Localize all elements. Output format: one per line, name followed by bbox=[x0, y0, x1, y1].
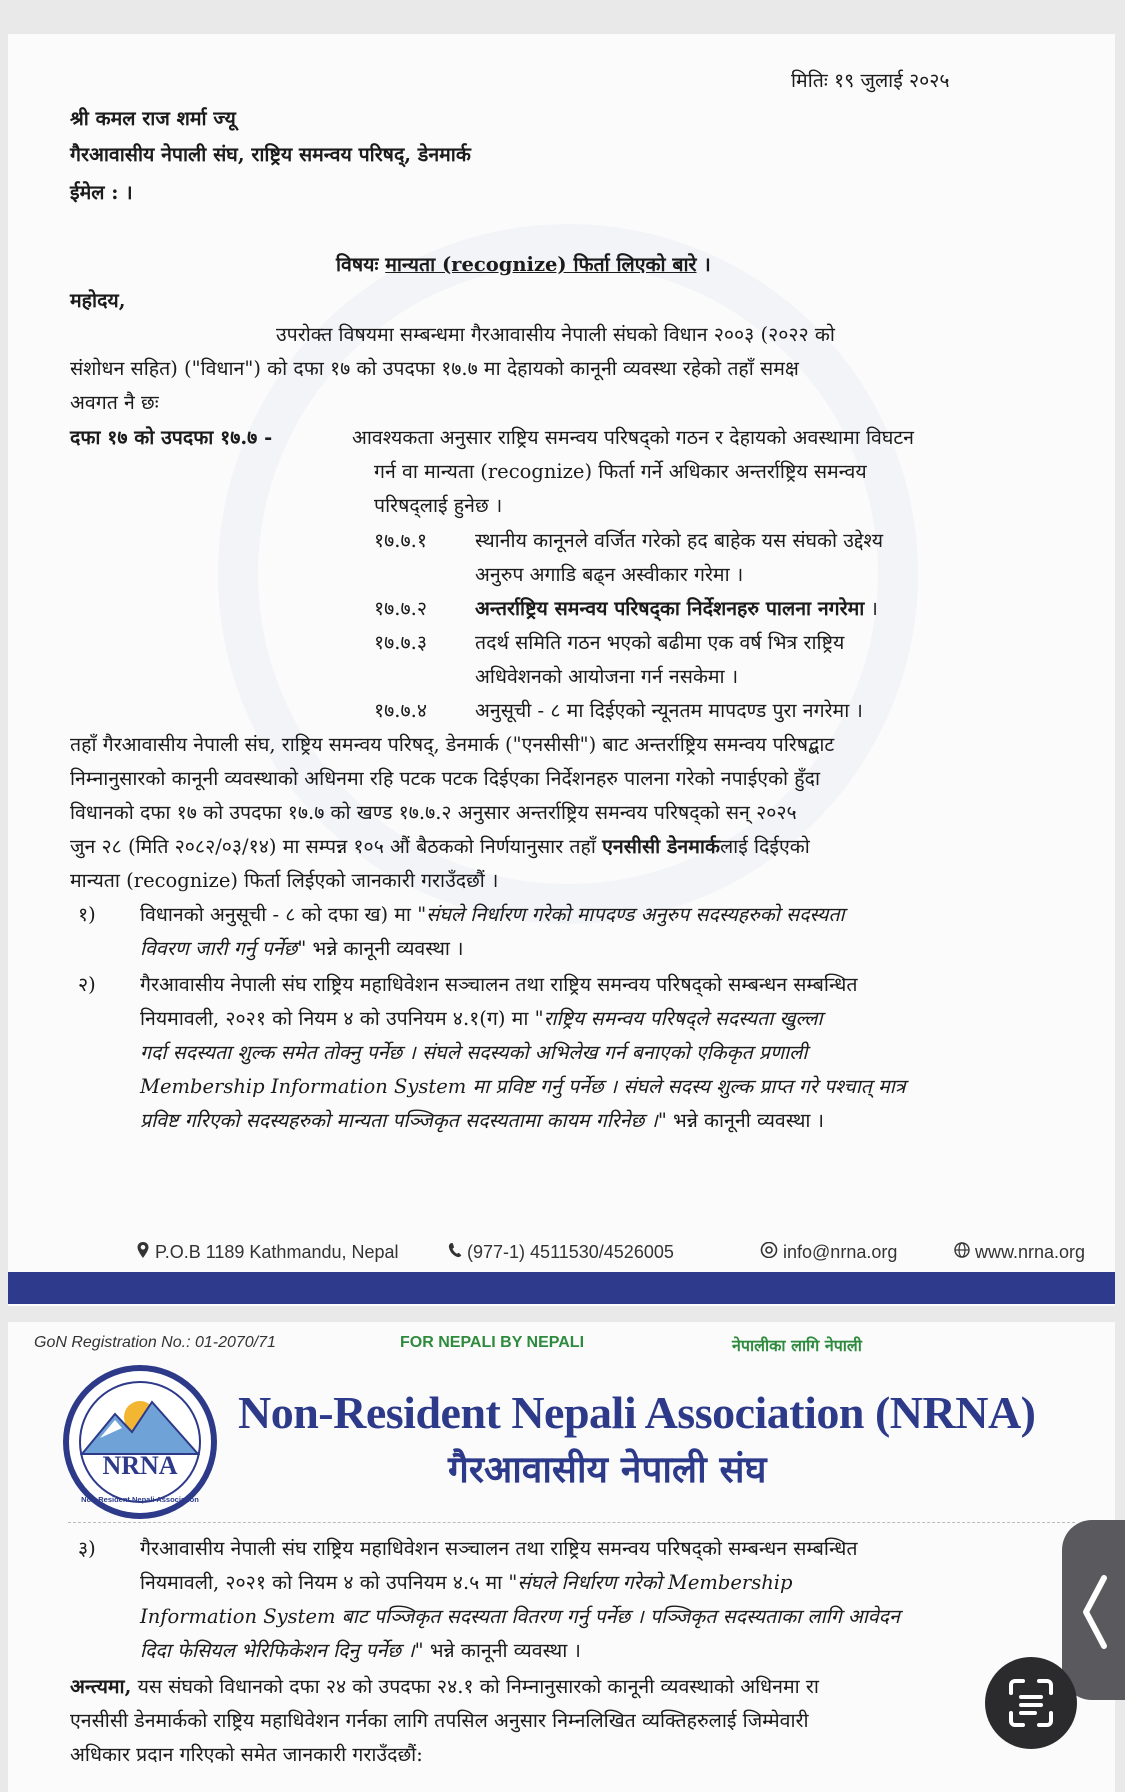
subclause-line: तदर्थ समिति गठन भएको बढीमा एक वर्ष भित्र राष्ट्रिय bbox=[475, 631, 845, 654]
item-text: नियमावली, २०२१ को नियम ४ को उपनियम ४.१(ग) मा bbox=[140, 1007, 535, 1030]
footer-phone bbox=[448, 1242, 674, 1263]
item-text: भन्ने कानूनी व्यवस्था । bbox=[423, 1639, 581, 1662]
clause-line: आवश्यकता अनुसार राष्ट्रिय समन्वय परिषद्को गठन र देहायको अवस्थामा विघटन bbox=[352, 426, 915, 449]
para2-line: तहाँ गैरआवासीय नेपाली संघ, राष्ट्रिय समन्वय परिषद्, डेनमार्क ("एनसीसी") बाट अन्तर्राष्ट्रिय समन्वय परिषद्बाट bbox=[70, 733, 835, 756]
letter-page-2 bbox=[8, 1322, 1115, 1792]
phone-icon bbox=[448, 1242, 462, 1258]
subject-suffix: । bbox=[696, 253, 711, 276]
closing-emphasis: अन्त्यमा, bbox=[70, 1675, 132, 1698]
recipient-email: ईमेल : । bbox=[70, 181, 133, 204]
footer-bar bbox=[8, 1272, 1115, 1304]
salutation: महोदय, bbox=[70, 289, 126, 312]
item-line bbox=[140, 932, 464, 966]
item-line bbox=[140, 1566, 792, 1600]
org-name-np: गैरआवासीय नेपाली संघ bbox=[448, 1448, 767, 1491]
subject-line bbox=[336, 248, 711, 282]
subclause-number: १७.७.४ bbox=[374, 699, 427, 722]
item-line bbox=[140, 1104, 824, 1138]
item-quote: विवरण जारी गर्नु पर्नेछ" bbox=[140, 937, 307, 960]
item-number: ३) bbox=[78, 1537, 96, 1560]
item-quote: "राष्ट्रिय समन्वय परिषद्ले सदस्यता खुल्ला bbox=[534, 1007, 823, 1030]
item-quote-line: Information System बाट पञ्जिकृत सदस्यता वितरण गर्नु पर्नेछ । पञ्जिकृत सदस्यताका लागि आवेदन bbox=[140, 1605, 900, 1628]
footer-web-text: www.nrna.org bbox=[975, 1242, 1086, 1262]
registration-number: GoN Registration No.: 01-2070/71 bbox=[34, 1334, 276, 1351]
clause-line: गर्न वा मान्यता (recognize) फिर्ता गर्ने अधिकार अन्तर्राष्ट्रिय समन्वय bbox=[374, 460, 867, 483]
item-text: विधानको अनुसूची - ८ को दफा ख) मा bbox=[140, 903, 418, 926]
recipient-name: श्री कमल राज शर्मा ज्यू bbox=[70, 107, 236, 130]
subclause-line: अनुरुप अगाडि बढ्न अस्वीकार गरेमा । bbox=[475, 563, 744, 586]
subject-text: मान्यता (recognize) फिर्ता लिएको बारे bbox=[385, 253, 697, 276]
header-divider bbox=[68, 1522, 1075, 1523]
item-line bbox=[140, 898, 845, 932]
item-quote-line: Membership Information System मा प्रविष्ट गर्नु पर्नेछ । संघले सदस्य शुल्क प्राप्त गरे पश्चात् मात्र bbox=[140, 1075, 906, 1098]
item-quote: "संघले निर्धारण गरेको मापदण्ड अनुरुप सदस्यहरुको सदस्यता bbox=[417, 903, 845, 926]
para2-line: मान्यता (recognize) फिर्ता लिईएको जानकारी गराउँदछौं । bbox=[70, 869, 499, 892]
closing-text: यस संघको विधानको दफा २४ को उपदफा २४.१ को निम्नानुसारको कानूनी व्यवस्थाको अधिनमा रा bbox=[131, 1675, 819, 1698]
footer-web bbox=[954, 1242, 1085, 1263]
footer-phone-text: (977-1) 4511530/4526005 bbox=[467, 1242, 674, 1262]
subject-prefix: विषयः bbox=[336, 253, 379, 276]
footer-address-text: P.O.B 1189 Kathmandu, Nepal bbox=[155, 1242, 399, 1262]
para2-line bbox=[70, 830, 810, 864]
item-number: १) bbox=[78, 903, 96, 926]
item-text: भन्ने कानूनी व्यवस्था । bbox=[306, 937, 464, 960]
logo-text: NRNA bbox=[102, 1451, 178, 1480]
slogan-en: FOR NEPALI BY NEPALI bbox=[400, 1334, 585, 1351]
logo-ring-text: Non-Resident Nepali Association bbox=[81, 1495, 199, 1504]
para1-line: संशोधन सहित) ("विधान") को दफा १७ को उपदफा १७.७ मा देहायको कानूनी व्यवस्था रहेको तहाँ समक्ष bbox=[70, 357, 799, 380]
subclause-line: स्थानीय कानूनले वर्जित गरेको हद बाहेक यस संघको उद्देश्य bbox=[475, 529, 883, 552]
item-quote: दिदा फेसियल भेरिफिकेशन दिनु पर्नेछ ।" bbox=[140, 1639, 424, 1662]
item-text: नियमावली, २०२१ को नियम ४ को उपनियम ४.५ मा bbox=[140, 1571, 509, 1594]
subclause-number: १७.७.१ bbox=[374, 529, 427, 552]
subclause-emphasis: अन्तर्राष्ट्रिय समन्वय परिषद्का निर्देशनहरु पालना नगरेमा bbox=[475, 597, 865, 620]
item-quote: "संघले निर्धारण गरेको Membership bbox=[508, 1571, 793, 1594]
subclause-line: अधिवेशनको आयोजना गर्न नसकेमा । bbox=[475, 665, 739, 688]
para2-line: विधानको दफा १७ को उपदफा १७.७ को खण्ड १७.७.२ अनुसार अन्तर्राष्ट्रिय समन्वय परिषद्को सन् २०२५ bbox=[70, 801, 797, 824]
para2-text: लाई दिईएको bbox=[719, 835, 810, 858]
letter-date: मितिः १९ जुलाई २०२५ bbox=[791, 69, 950, 92]
item-line: गैरआवासीय नेपाली संघ राष्ट्रिय महाधिवेशन सञ्चालन तथा राष्ट्रिय समन्वय परिषद्को सम्बन्धन सम्बन्धित bbox=[140, 1537, 858, 1560]
subclause-number: १७.७.२ bbox=[374, 597, 427, 620]
clause-line: परिषद्लाई हुनेछ । bbox=[374, 494, 503, 517]
para2-text: जुन २८ (मिति २०८२/०३/१४) मा सम्पन्न १०५ औं बैठकको निर्णयानुसार तहाँ bbox=[70, 835, 603, 858]
subclause-number: १७.७.३ bbox=[374, 631, 427, 654]
footer-email bbox=[760, 1242, 897, 1263]
org-name-en: Non-Resident Nepali Association (NRNA) bbox=[238, 1387, 1036, 1438]
nrna-logo bbox=[60, 1362, 220, 1522]
subclause-line: अनुसूची - ८ मा दिईएको न्यूनतम मापदण्ड पुरा नगरेमा । bbox=[475, 699, 863, 722]
text-scan-icon bbox=[985, 1657, 1077, 1749]
para2-emphasis: एनसीसी डेनमार्क bbox=[602, 835, 720, 858]
slogan-np: नेपालीका लागि नेपाली bbox=[732, 1336, 862, 1355]
letter-footer bbox=[8, 1240, 1115, 1272]
closing-line bbox=[70, 1670, 819, 1704]
text-scan-button[interactable] bbox=[985, 1657, 1077, 1749]
recipient-org: गैरआवासीय नेपाली संघ, राष्ट्रिय समन्वय परिषद्, डेनमार्क bbox=[70, 143, 471, 166]
footer-address bbox=[136, 1242, 399, 1263]
item-number: २) bbox=[78, 973, 96, 996]
para2-line: निम्नानुसारको कानूनी व्यवस्थाको अधिनमा रहि पटक पटक दिईएका निर्देशनहरु पालना गरेको नपाईएको हुँदा bbox=[70, 767, 821, 790]
item-quote: प्रविष्ट गरिएको सदस्यहरुको मान्यता पञ्जिकृत सदस्यतामा कायम गरिनेछ ।" bbox=[140, 1109, 667, 1132]
closing-line: अधिकार प्रदान गरिएको समेत जानकारी गराउँदछौं: bbox=[70, 1743, 423, 1766]
subclause-suffix: । bbox=[864, 597, 878, 620]
closing-line: एनसीसी डेनमार्कको राष्ट्रिय महाधिवेशन गर्नका लागि तपसिल अनुसार निम्नलिखित व्यक्तिहरुलाई जिम्मेवारी bbox=[70, 1709, 809, 1732]
clause-heading: दफा १७ को उपदफा १७.७ - bbox=[70, 426, 273, 449]
item-line: गैरआवासीय नेपाली संघ राष्ट्रिय महाधिवेशन सञ्चालन तथा राष्ट्रिय समन्वय परिषद्को सम्बन्धन सम्बन्धित bbox=[140, 973, 858, 996]
location-pin-icon bbox=[136, 1242, 150, 1258]
globe-icon bbox=[954, 1242, 970, 1258]
email-icon bbox=[760, 1242, 778, 1258]
footer-email-text: info@nrna.org bbox=[783, 1242, 898, 1262]
item-text: भन्ने कानूनी व्यवस्था । bbox=[666, 1109, 825, 1132]
item-quote-line: गर्दा सदस्यता शुल्क समेत तोक्नु पर्नेछ । संघले सदस्यको अभिलेख गर्न बनाएको एकिकृत प्रणाली bbox=[140, 1041, 808, 1064]
para1-line: उपरोक्त विषयमा सम्बन्धमा गैरआवासीय नेपाली संघको विधान २००३ (२०२२ को bbox=[276, 323, 835, 346]
letter-page-1 bbox=[8, 34, 1115, 1306]
para1-line: अवगत नै छः bbox=[70, 391, 159, 414]
item-line bbox=[140, 1634, 581, 1668]
item-line bbox=[140, 1002, 823, 1036]
subclause-line bbox=[475, 592, 878, 626]
